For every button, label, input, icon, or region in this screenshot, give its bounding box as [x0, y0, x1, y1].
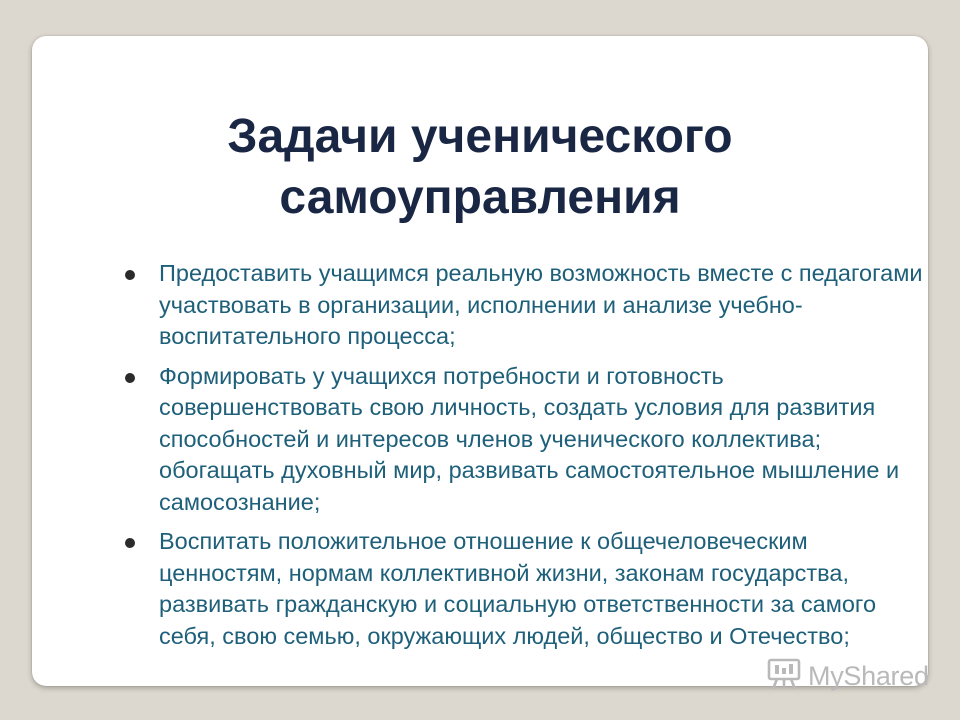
presentation-board-icon	[766, 657, 802, 696]
bullet-dot-icon	[125, 538, 135, 548]
bullet-item	[125, 526, 925, 652]
slide-title-line-2: самоуправления	[279, 171, 681, 224]
bullet-text: Воспитать положительное отношение к общечеловеческим ценностям, нормам коллективной жизни, законам государства, развивать гражданскую и социальную ответственности за самого себя, свою семью, окружающих людей, общество и Отечество;	[159, 528, 877, 649]
bullet-item	[125, 258, 925, 353]
bullet-dot-icon	[125, 270, 135, 280]
bullet-list	[125, 258, 925, 660]
bullet-text: Формировать у учащихся потребности и готовность совершенствовать свою личность, создать условия для развития способностей и интересов членов ученического коллектива; обогащать духовный мир, развивать самостоятельное мышление и самосознание;	[159, 362, 900, 515]
slide-title	[32, 106, 928, 228]
watermark	[766, 656, 929, 696]
bullet-text: Предоставить учащимся реальную возможность вместе с педагогами участвовать в организации, исполнении и анализе учебно-воспитательного процесса;	[159, 260, 923, 349]
bullet-dot-icon	[125, 373, 135, 383]
bullet-item	[125, 361, 925, 519]
slide-title-line-1: Задачи ученического	[227, 110, 733, 163]
slide	[32, 36, 928, 686]
watermark-text: MyShared	[808, 660, 929, 691]
